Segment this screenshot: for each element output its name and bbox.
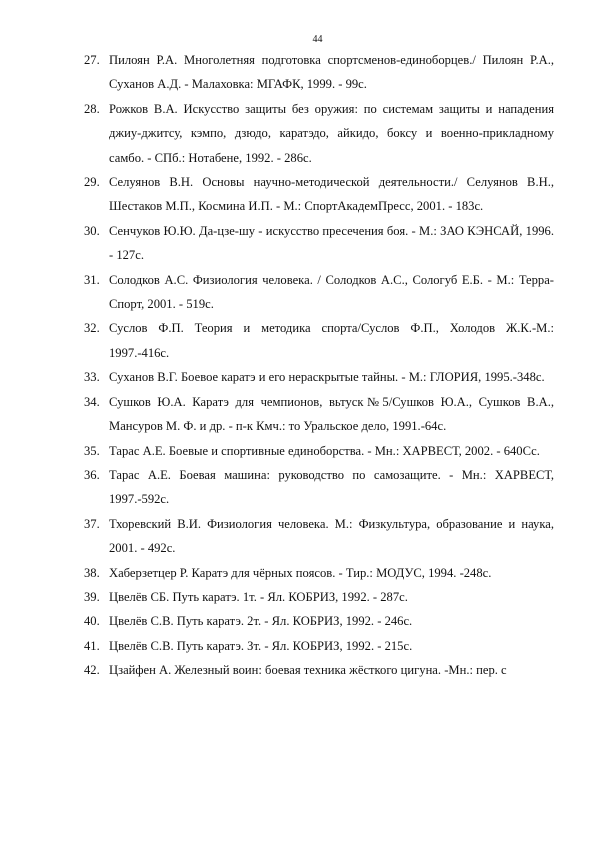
reference-text: Селуянов В.Н. Основы научно-методической деятельности./ Селуянов В.Н., Шестаков М.П., Космина И.П. - М.: СпортАкадемПресс, 2001. - 183с.	[109, 175, 554, 214]
reference-item	[84, 219, 554, 268]
reference-number: 40.	[84, 614, 100, 629]
reference-item	[84, 390, 554, 439]
reference-item	[84, 439, 554, 463]
reference-number: 34.	[84, 394, 100, 409]
reference-item	[84, 585, 554, 609]
reference-item	[84, 316, 554, 365]
reference-text: Пилоян Р.А. Многолетняя подготовка спортсменов-единоборцев./ Пилоян Р.А., Суханов А.Д. - Малаховка: МГАФК, 1999. - 99с.	[109, 53, 554, 92]
reference-text: Сенчуков Ю.Ю. Да-цзе-шу - искусство пресечения боя. - М.: ЗАО КЭНСАЙ, 1996. - 127с.	[109, 223, 554, 263]
reference-number: 28.	[84, 101, 100, 116]
reference-text: Цвелёв СБ. Путь каратэ. 1т. - Ял. КОБРИЗ, 1992. - 287с.	[109, 589, 408, 604]
reference-item	[84, 48, 554, 97]
reference-text: Суханов В.Г. Боевое каратэ и его нераскрытые тайны. - М.: ГЛОРИЯ, 1995.-348с.	[109, 370, 545, 385]
reference-text: Цвелёв С.В. Путь каратэ. Зт. - Ял. КОБРИЗ, 1992. - 215с.	[109, 638, 413, 653]
reference-item	[84, 97, 554, 170]
reference-text: Суслов Ф.П. Теория и методика спорта/Суслов Ф.П., Холодов Ж.К.-М.: 1997.-416с.	[109, 321, 554, 360]
reference-number: 30.	[84, 223, 100, 238]
reference-number: 27.	[84, 53, 100, 67]
reference-number: 37.	[84, 516, 100, 531]
reference-text: Тхоревский В.И. Физиология человека. М.: Физкультура, образование и наука, 2001. - 492с.	[109, 516, 554, 556]
reference-item	[84, 170, 554, 219]
reference-number: 29.	[84, 175, 100, 190]
reference-number: 39.	[84, 589, 100, 604]
reference-item	[84, 365, 554, 389]
reference-text: Хаберзетцер Р. Каратэ для чёрных поясов. - Тир.: МОДУС, 1994. -248с.	[109, 565, 492, 580]
reference-number: 41.	[84, 638, 100, 653]
reference-item	[84, 609, 554, 633]
reference-text: Сушков Ю.А. Каратэ для чемпионов, вьтуск№5/Сушков Ю.А., Сушков В.А., Мансуров М. Ф. и др. - п-к Кмч.: то Уральское дело, 1991.-64с.	[109, 394, 554, 434]
reference-list	[84, 48, 554, 683]
reference-text: Тарас А.Е. Боевая машина: руководство по самозащите. - Мн.: ХАРВЕСТ, 1997.-592с.	[109, 467, 554, 507]
reference-number: 38.	[84, 565, 100, 580]
reference-text: Солодков А.С. Физиология человека. / Солодков А.С., Сологуб Е.Б. - М.: Терра-Спорт, 2001. - 519с.	[109, 272, 554, 312]
reference-text: Цзайфен А. Железный воин: боевая техника жёсткого цигуна. -Мн.: пер. с	[109, 663, 507, 678]
reference-number: 35.	[84, 443, 100, 458]
reference-item	[84, 463, 554, 512]
reference-number: 36.	[84, 467, 100, 482]
reference-number: 31.	[84, 272, 100, 287]
reference-item	[84, 561, 554, 585]
reference-item	[84, 634, 554, 658]
reference-number: 42.	[84, 663, 100, 678]
reference-text: Рожков В.А. Искусство защиты без оружия: по системам защиты и нападения джиу-джитсу, кэмпо, дзюдо, каратэдо, айкидо, боксу и военно-прикладному самбо. - СПб.: Нотабене, 1992. - 286с.	[109, 101, 554, 165]
reference-text: Цвелёв С.В. Путь каратэ. 2т. - Ял. КОБРИЗ, 1992. - 246с.	[109, 614, 413, 629]
reference-item	[84, 268, 554, 317]
page-number: 44	[312, 34, 323, 45]
reference-number: 32.	[84, 321, 100, 336]
reference-item	[84, 512, 554, 561]
reference-text: Тарас А.Е. Боевые и спортивные единоборства. - Мн.: ХАРВЕСТ, 2002. - 640Сс.	[109, 443, 540, 458]
reference-number: 33.	[84, 370, 100, 385]
reference-item	[84, 658, 554, 682]
